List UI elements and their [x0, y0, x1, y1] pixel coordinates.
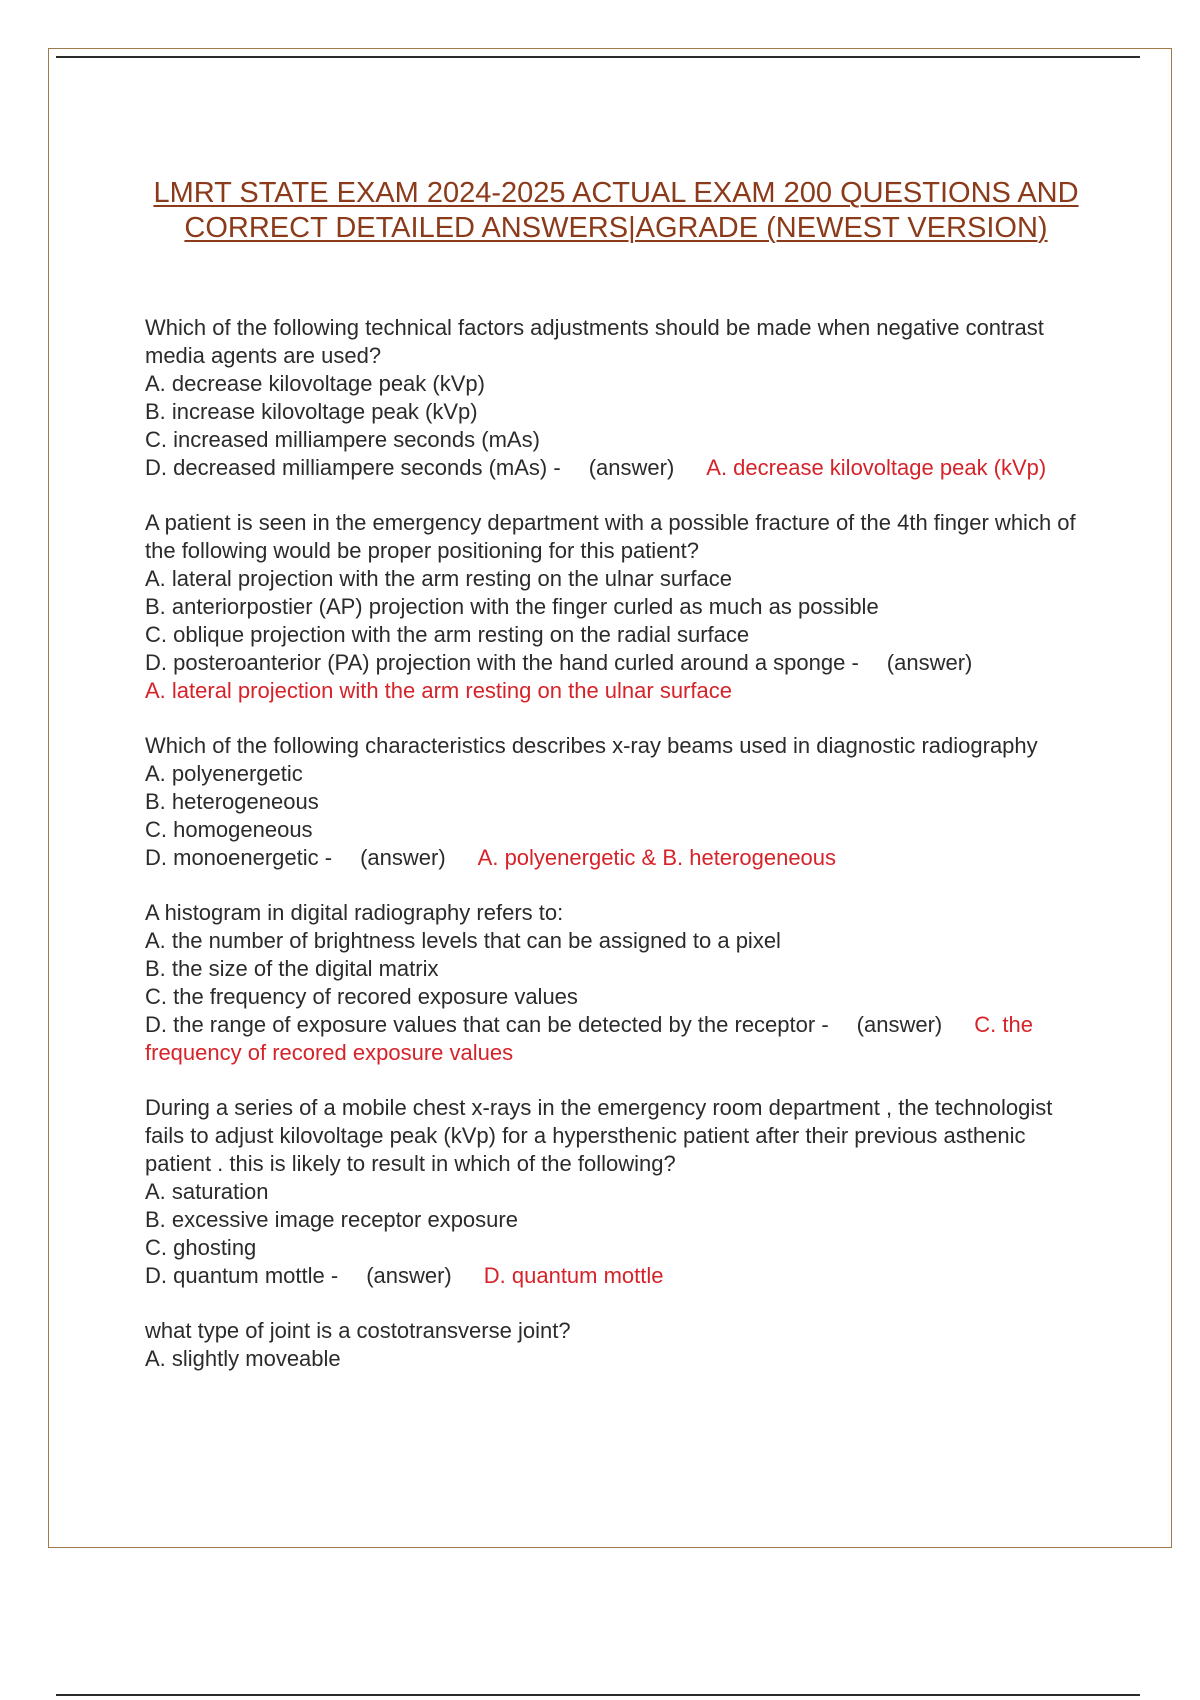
answer-tag: (answer): [856, 1012, 943, 1037]
question-stem: Which of the following technical factors adjustments should be made when negative contrast media agents are used?: [145, 315, 1044, 368]
answer-tag: (answer): [366, 1263, 452, 1288]
option-b: B. the size of the digital matrix: [145, 956, 439, 981]
option-a: A. saturation: [145, 1179, 269, 1204]
option-a: A. the number of brightness levels that can be assigned to a pixel: [145, 928, 781, 953]
option-b: B. heterogeneous: [145, 789, 319, 814]
question-4: [145, 899, 1090, 1067]
document-title: LMRT STATE EXAM 2024-2025 ACTUAL EXAM 200 QUESTIONS AND CORRECT DETAILED ANSWERS|AGRADE (NEWEST VERSION): [153, 177, 1079, 244]
option-d: D. decreased milliampere seconds (mAs) -: [145, 455, 561, 480]
question-3: [145, 732, 1090, 872]
option-d: D. the range of exposure values that can be detected by the receptor -: [145, 1012, 829, 1037]
option-a: A. polyenergetic: [145, 761, 303, 786]
option-a: A. lateral projection with the arm resting on the ulnar surface: [145, 566, 732, 591]
answer-text: A. decrease kilovoltage peak (kVp): [706, 455, 1047, 480]
question-stem: A histogram in digital radiography refers to:: [145, 900, 564, 925]
answer-text: A. lateral projection with the arm resting on the ulnar surface: [145, 678, 732, 703]
option-c: C. homogeneous: [145, 817, 313, 842]
answer-tag: (answer): [886, 650, 973, 675]
question-2: [145, 509, 1090, 705]
option-d-line: [145, 844, 1090, 872]
answer-text: A. polyenergetic & B. heterogeneous: [477, 845, 837, 870]
option-c: C. ghosting: [145, 1235, 257, 1260]
option-d-line: [145, 454, 1090, 482]
option-c: C. the frequency of recored exposure values: [145, 984, 578, 1009]
option-d-line: [145, 1262, 1090, 1290]
answer-text: D. quantum mottle: [483, 1263, 664, 1288]
question-stem: Which of the following characteristics describes x-ray beams used in diagnostic radiography: [145, 733, 1038, 758]
question-stem: what type of joint is a costotransverse joint?: [145, 1318, 571, 1343]
question-6: [145, 1317, 1090, 1373]
answer-tag: (answer): [588, 455, 675, 480]
option-b: B. increase kilovoltage peak (kVp): [145, 399, 478, 424]
option-c: C. oblique projection with the arm resting on the radial surface: [145, 622, 750, 647]
question-stem: During a series of a mobile chest x-rays in the emergency room department , the technologist fails to adjust kilovoltage peak (kVp) for a hypersthenic patient after their previous asthenic patient . this is likely to result in which of the following?: [145, 1095, 1053, 1176]
option-b: B. excessive image receptor exposure: [145, 1207, 518, 1232]
question-stem: A patient is seen in the emergency department with a possible fracture of the 4th finger which of the following would be proper positioning for this patient?: [145, 510, 1076, 563]
question-list: [145, 314, 1090, 1400]
question-5: [145, 1094, 1090, 1290]
option-d: D. quantum mottle -: [145, 1263, 339, 1288]
top-rule: [56, 56, 1140, 58]
option-d-line: [145, 649, 1090, 677]
option-d: D. posteroanterior (PA) projection with the hand curled around a sponge -: [145, 650, 859, 675]
answer-tag: (answer): [360, 845, 446, 870]
option-d: D. monoenergetic -: [145, 845, 333, 870]
option-b: B. anteriorpostier (AP) projection with the finger curled as much as possible: [145, 594, 879, 619]
bottom-rule: [56, 1694, 1140, 1696]
option-a: A. decrease kilovoltage peak (kVp): [145, 371, 485, 396]
question-1: [145, 314, 1090, 482]
option-a: A. slightly moveable: [145, 1346, 341, 1371]
option-c: C. increased milliampere seconds (mAs): [145, 427, 540, 452]
answer-text: C. the frequency of recored exposure values: [145, 1012, 1033, 1065]
option-d-line: [145, 1011, 1090, 1067]
